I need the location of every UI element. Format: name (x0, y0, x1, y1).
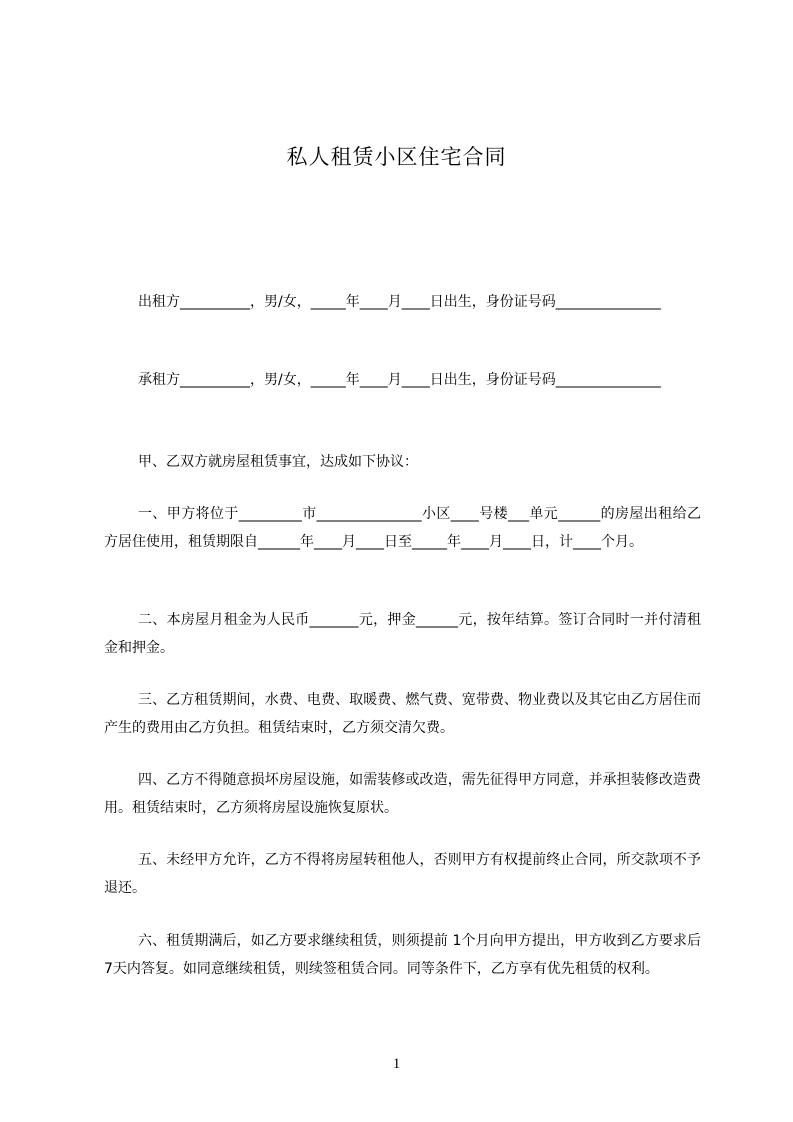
clause-5: 五、未经甲方允许，乙方不得将房屋转租他人，否则甲方有权提前终止合同，所交款项不予退还。 (104, 852, 701, 896)
lessor-info: 出租方__________，男/女，_____年____月____日出生，身份证号码_______________ (138, 294, 661, 310)
lessee-info: 承租方__________，男/女，_____年____月____日出生，身份证号码_______________ (138, 372, 661, 388)
document-title: 私人租赁小区住宅合同 (286, 145, 507, 169)
clause-3: 三、乙方租赁期间，水费、电费、取暖费、燃气费、宽带费、物业费以及其它由乙方居住而产生的费用由乙方负担。租赁结束时，乙方须交清欠费。 (104, 692, 701, 736)
clause-1: 一、甲方将位于_________市_______________小区____号楼___单元______的房屋出租给乙方居住使用，租赁期限自______年____月____日至_____年____月____日，计____个月。 (104, 506, 701, 550)
clause-2: 二、本房屋月租金为人民币_______元，押金______元，按年结算。签订合同时一并付清租金和押金。 (104, 612, 701, 656)
clause-6: 六、租赁期满后，如乙方要求继续租赁，则须提前 1个月向甲方提出，甲方收到乙方要求后7天内答复。如同意继续租赁，则续签租赁合同。同等条件下，乙方享有优先租赁的权利。 (104, 933, 701, 977)
page-number: 1 (392, 1056, 401, 1072)
clause-4: 四、乙方不得随意损坏房屋设施，如需装修或改造，需先征得甲方同意，并承担装修改造费用。租赁结束时，乙方须将房屋设施恢复原状。 (104, 772, 701, 816)
agreement-intro: 甲、乙双方就房屋租赁事宜，达成如下协议： (138, 454, 418, 470)
